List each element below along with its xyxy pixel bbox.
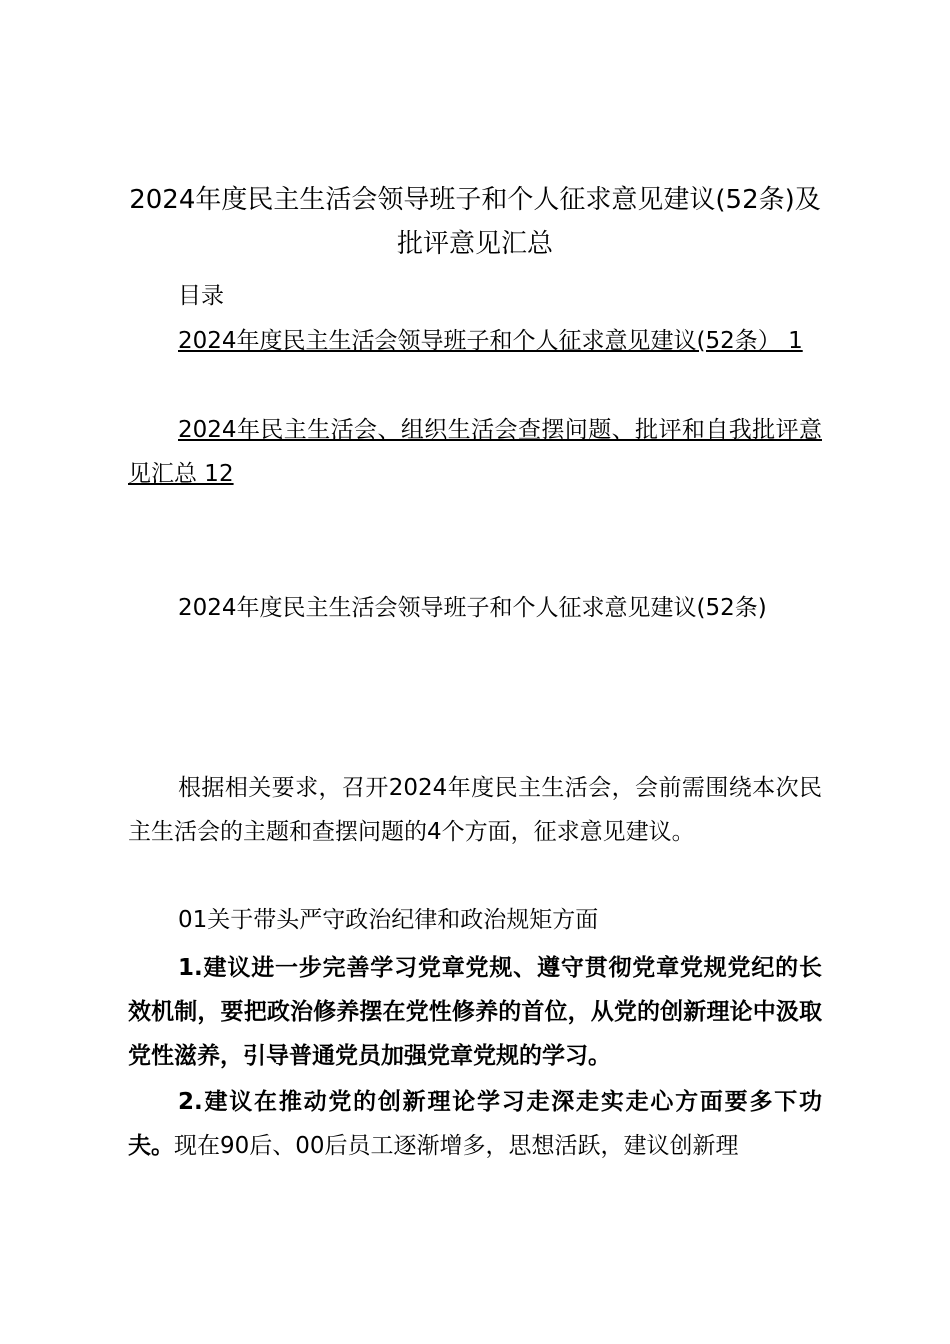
toc-heading: 目录: [178, 283, 224, 309]
intro-paragraph: 根据相关要求，召开2024年度民主生活会，会前需围绕本次民主生活会的主题和查摆问题的4个方面，征求意见建议。: [128, 775, 822, 845]
item-2-paragraph: [128, 1080, 822, 1168]
item-1-paragraph: 1.建议进一步完善学习党章党规、遵守贯彻党章党规党纪的长效机制，要把政治修养摆在党性修养的首位，从党的创新理论中汲取党性滋养，引导普通党员加强党章党规的学习。: [128, 955, 822, 1069]
subheading: 01关于带头严守政治纪律和政治规矩方面: [178, 907, 599, 933]
section-heading: 2024年度民主生活会领导班子和个人征求意见建议(52条): [178, 595, 767, 621]
item-2-body: 现在90后、00后员工逐渐增多，思想活跃，建议创新理: [174, 1133, 739, 1159]
item-2-lead: 2.建议在推动党的创新理论学习走深走实走心方面要多下功夫。: [128, 1089, 822, 1159]
document-title: 2024年度民主生活会领导班子和个人征求意见建议(52条)及批评意见汇总: [129, 185, 821, 259]
toc-entry-2[interactable]: 2024年民主生活会、组织生活会查摆问题、批评和自我批评意见汇总 12: [128, 417, 822, 487]
toc-entry-1[interactable]: 2024年度民主生活会领导班子和个人征求意见建议(52条） 1: [178, 328, 803, 354]
